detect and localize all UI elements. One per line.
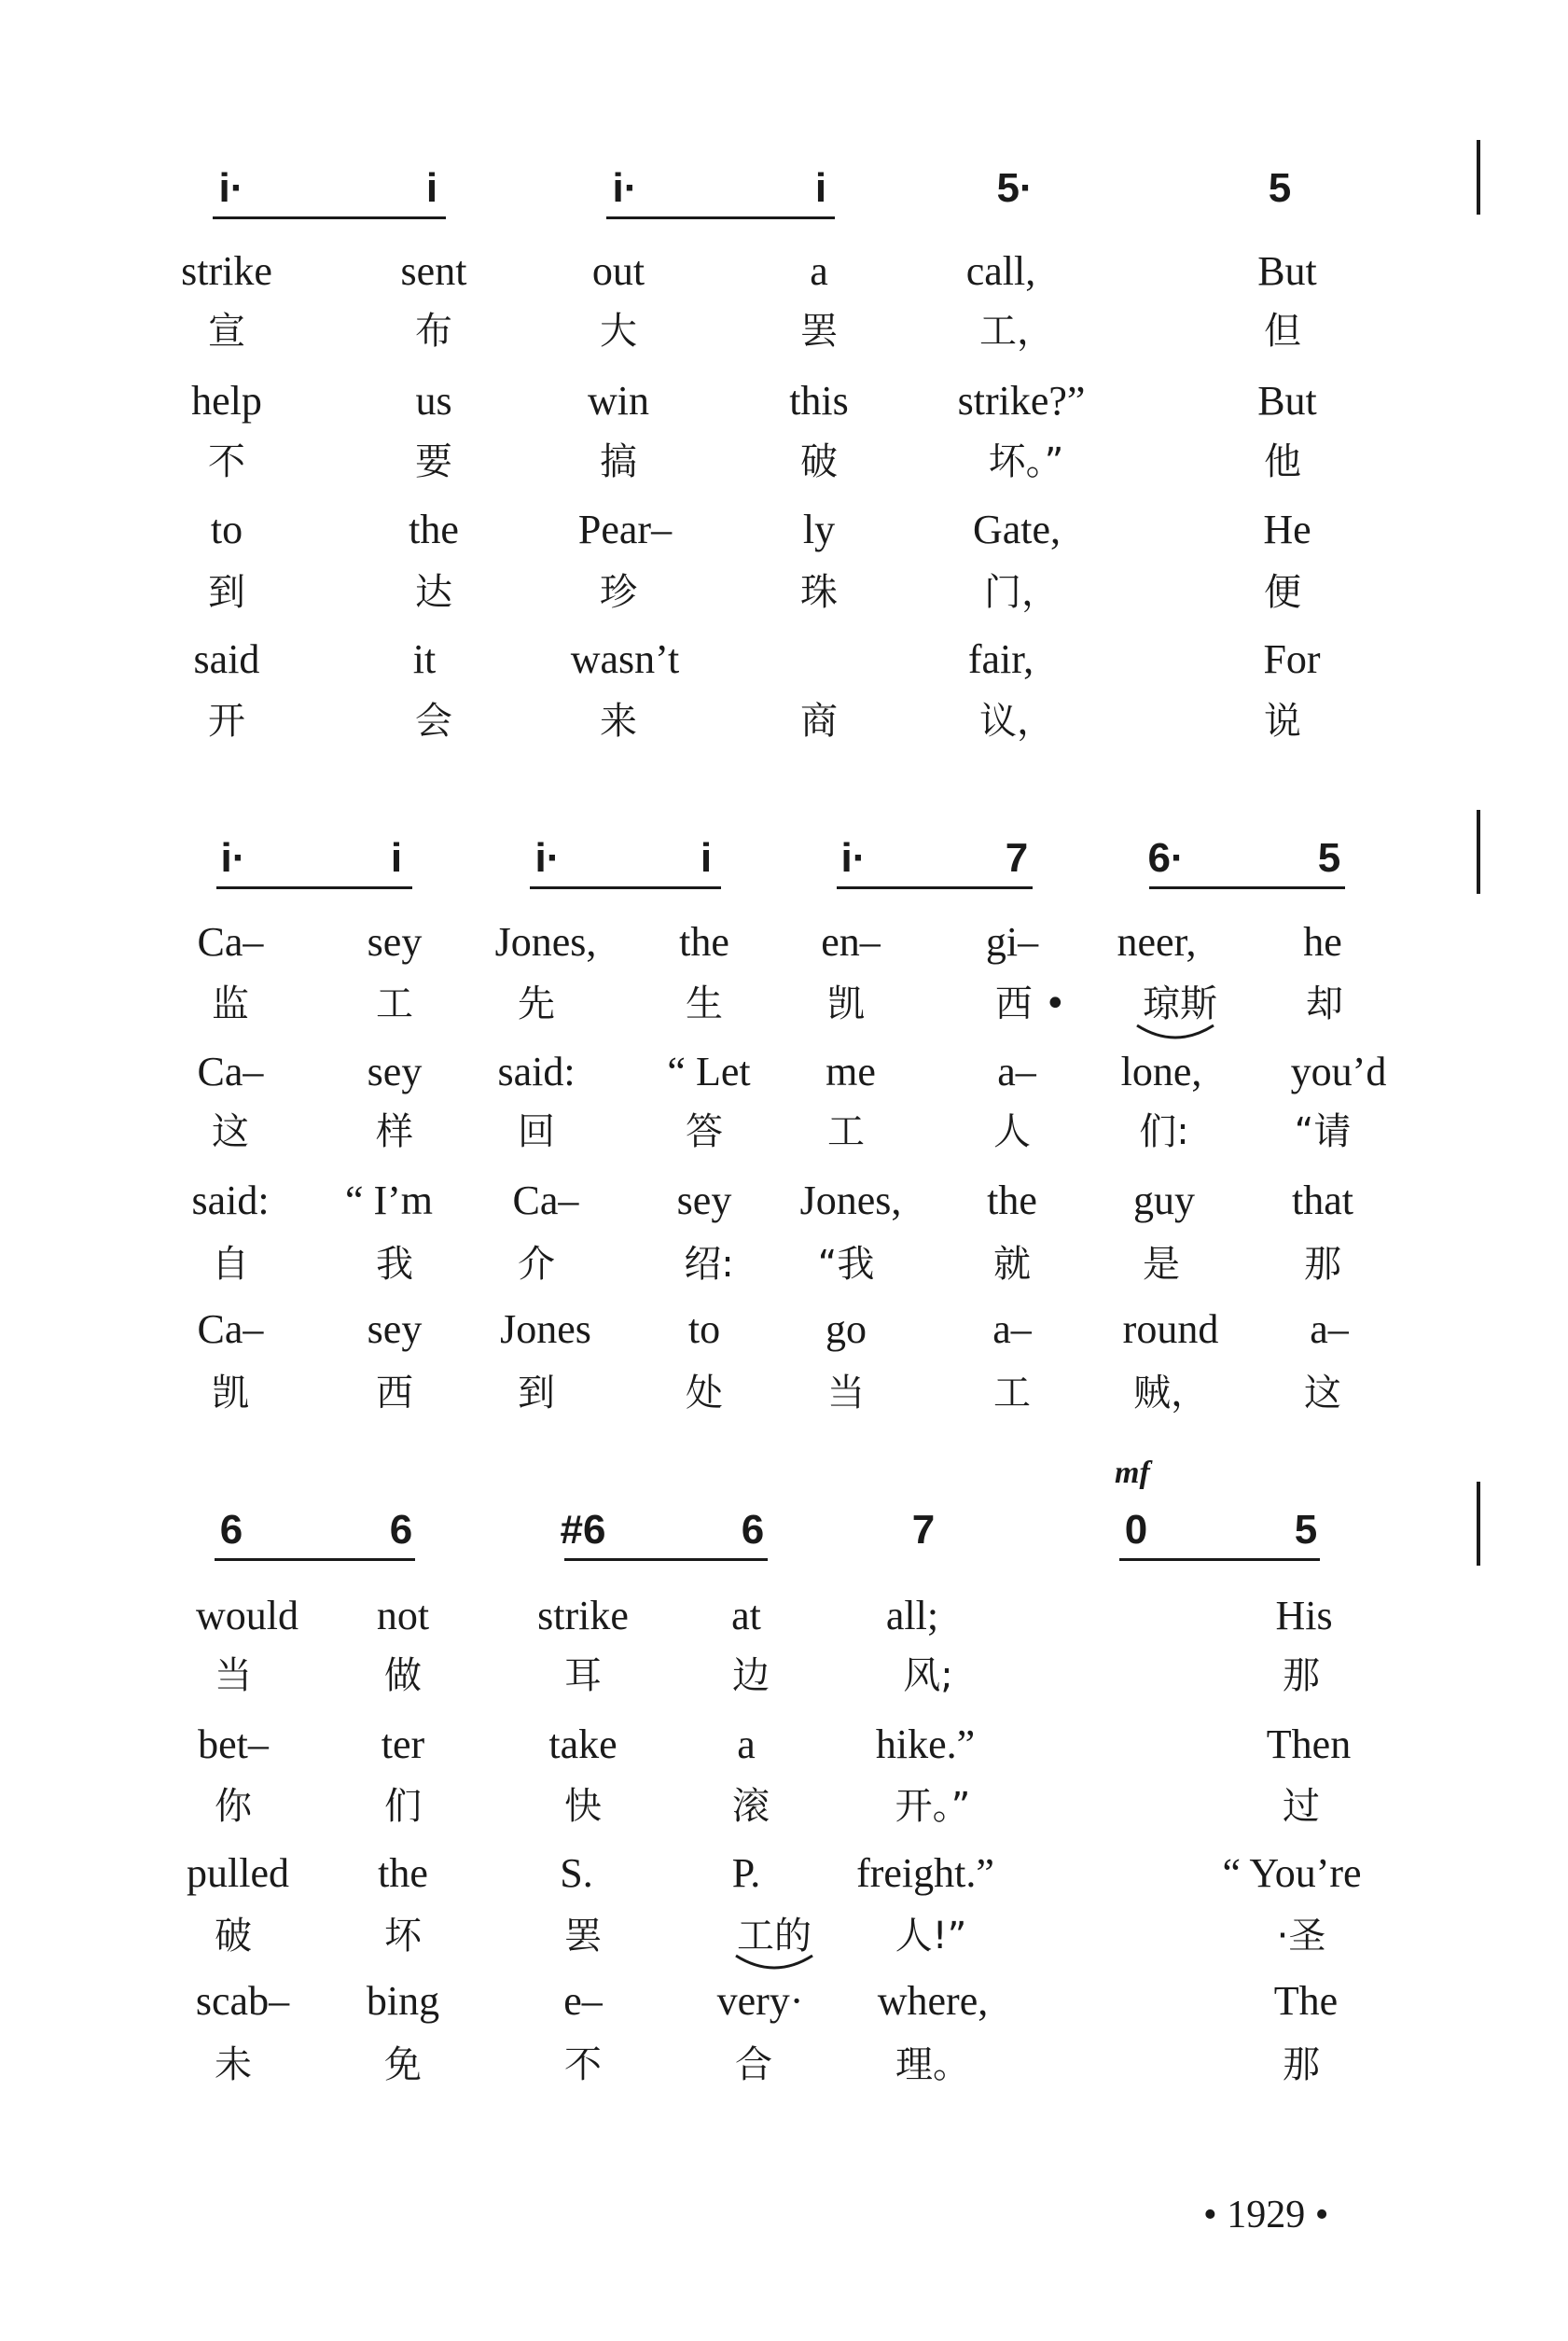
note: i·: [612, 165, 638, 211]
lyric-zh: 西 •: [994, 982, 1067, 1025]
lyric-zh: 会: [415, 700, 452, 743]
note: 6: [219, 1507, 243, 1553]
dynamic-marking: mf: [1115, 1456, 1150, 1490]
lyric-zh: 我: [376, 1243, 413, 1286]
lyric-en: call,: [965, 248, 1036, 294]
lyric-zh: 绍:: [684, 1243, 734, 1286]
lyric-en: a–: [997, 1049, 1036, 1094]
lyric-zh: 监: [212, 982, 249, 1025]
lyric-en: said:: [497, 1049, 576, 1094]
lyric-en: said:: [191, 1177, 270, 1223]
lyric-zh: 来: [600, 700, 637, 743]
lyric-zh: 凯: [212, 1372, 249, 1414]
lyric-zh: 滚: [732, 1785, 770, 1828]
lyric-zh: 不: [208, 440, 245, 483]
note: i·: [840, 835, 867, 881]
lyric-en: the: [679, 919, 729, 965]
lyric-en: the: [378, 1850, 428, 1896]
lyric-en: fair,: [967, 636, 1034, 682]
lyric-en: He: [1263, 507, 1311, 552]
lyric-zh: 便: [1264, 571, 1301, 614]
lyric-zh: 罢: [564, 1915, 602, 1958]
note: 6: [741, 1507, 765, 1553]
lyric-zh: 就: [993, 1243, 1031, 1286]
note: i: [425, 165, 438, 211]
lyric-en: strike: [537, 1593, 629, 1638]
lyric-zh: 当: [215, 1654, 252, 1697]
note: 5·: [996, 165, 1034, 211]
note: i: [390, 835, 403, 881]
lyric-en: But: [1257, 248, 1317, 294]
note: 6·: [1147, 835, 1185, 881]
lyric-zh: 工: [376, 982, 413, 1025]
lyric-zh: 布: [415, 310, 452, 353]
lyric-en: all;: [885, 1593, 939, 1638]
lyric-zh: 介: [518, 1243, 555, 1286]
note: 0: [1124, 1507, 1148, 1553]
note: 5: [1294, 1507, 1318, 1553]
lyric-zh: 们:: [1139, 1110, 1189, 1153]
lyric-en: this: [789, 378, 849, 424]
beat-underline: [215, 1558, 415, 1561]
lyric-zh: 工的: [737, 1915, 812, 1958]
lyric-zh: 坏: [384, 1915, 422, 1958]
lyric-zh: 到: [518, 1372, 555, 1414]
lyric-en: freight.”: [856, 1850, 994, 1896]
lyric-en: Ca–: [197, 1049, 264, 1094]
lyric-zh: 珍: [600, 571, 637, 614]
lyric-zh: 答: [686, 1110, 723, 1153]
beat-underline: [1149, 886, 1345, 889]
lyric-zh: 人: [993, 1110, 1031, 1153]
lyric-zh: 快: [564, 1785, 602, 1828]
lyric-en: “ You’re: [1222, 1850, 1362, 1896]
lyric-zh: 珠: [800, 571, 838, 614]
lyric-en: gi–: [985, 919, 1039, 965]
barline: [1477, 810, 1480, 894]
lyric-en: sey: [367, 1306, 423, 1352]
lyric-zh: 琼斯: [1143, 982, 1217, 1025]
lyric-zh: 们: [384, 1785, 422, 1828]
lyric-en: pulled: [187, 1850, 289, 1896]
lyric-zh: 要: [415, 440, 452, 483]
beat-underline: [530, 886, 721, 889]
lyric-zh: 生: [686, 982, 723, 1025]
lyric-en: go: [826, 1306, 867, 1352]
lyric-en: a–: [1310, 1306, 1349, 1352]
beat-underline: [1119, 1558, 1320, 1561]
lyric-en: you’d: [1290, 1049, 1387, 1094]
lyric-en: S.: [560, 1850, 593, 1896]
lyric-zh: 你: [215, 1785, 252, 1828]
lyric-zh: 工，: [979, 310, 1054, 353]
lyric-en: Jones: [500, 1306, 591, 1352]
lyric-en: said: [193, 636, 260, 682]
lyric-en: Jones,: [799, 1177, 902, 1223]
lyric-zh: 自: [212, 1243, 249, 1286]
lyric-en: that: [1292, 1177, 1353, 1223]
lyric-en: it: [412, 636, 437, 682]
lyric-en: the: [409, 507, 459, 552]
lyric-zh: 合: [735, 2043, 772, 2086]
lyric-en: P.: [731, 1850, 761, 1896]
lyric-en: sey: [676, 1177, 732, 1223]
lyric-zh: 免: [384, 2043, 422, 2086]
lyric-en: e–: [563, 1978, 603, 2024]
lyric-en: where,: [877, 1978, 989, 2024]
lyric-en: en–: [821, 919, 881, 965]
note: 7: [1005, 835, 1029, 881]
lyric-en: a–: [992, 1306, 1032, 1352]
lyric-en: not: [376, 1593, 430, 1638]
lyric-en: a: [737, 1721, 756, 1767]
lyric-zh: 搞: [600, 440, 637, 483]
lyric-en: But: [1257, 378, 1317, 424]
lyric-en: ter: [381, 1721, 425, 1767]
lyric-en: His: [1275, 1593, 1333, 1638]
slur-tie-icon: [732, 1952, 816, 1974]
beat-underline: [213, 216, 446, 219]
lyric-en: “ I’m: [344, 1177, 434, 1223]
lyric-en: scab–: [195, 1978, 290, 2024]
lyric-en: Jones,: [494, 919, 597, 965]
lyric-zh: 破: [215, 1915, 252, 1958]
barline: [1477, 1482, 1480, 1566]
lyric-zh: 工: [827, 1110, 865, 1153]
lyric-en: Ca–: [512, 1177, 579, 1223]
lyric-zh: “我: [817, 1243, 875, 1286]
lyric-en: strike: [181, 248, 272, 294]
lyric-en: Gate,: [972, 507, 1062, 552]
lyric-zh: 说: [1264, 700, 1301, 743]
lyric-en: “ Let: [667, 1049, 751, 1094]
lyric-zh: 工: [993, 1372, 1031, 1414]
lyric-en: out: [591, 248, 645, 294]
lyric-zh: 未: [215, 2043, 252, 2086]
note: 7: [911, 1507, 936, 1553]
lyric-en: bet–: [198, 1721, 269, 1767]
lyric-en: For: [1263, 636, 1321, 682]
lyric-zh: 当: [827, 1372, 865, 1414]
lyric-zh: ·圣: [1276, 1915, 1326, 1958]
note: i: [700, 835, 713, 881]
lyric-zh: “请: [1294, 1110, 1352, 1153]
lyric-en: to: [210, 507, 243, 552]
lyric-zh: 大: [600, 310, 637, 353]
lyric-zh: 过: [1283, 1785, 1320, 1828]
note: i·: [534, 835, 561, 881]
lyric-en: lone,: [1120, 1049, 1202, 1094]
lyric-en: strike?”: [957, 378, 1086, 424]
lyric-en: neer,: [1117, 919, 1197, 965]
lyric-zh: 耳: [564, 1654, 602, 1697]
lyric-zh: 那: [1304, 1243, 1341, 1286]
lyric-zh: 他: [1264, 440, 1301, 483]
lyric-en: he: [1303, 919, 1342, 965]
note: 5: [1317, 835, 1341, 881]
lyric-en: me: [826, 1049, 876, 1094]
lyric-zh: 达: [415, 571, 452, 614]
lyric-en: us: [415, 378, 452, 424]
lyric-zh: 贼，: [1133, 1372, 1208, 1414]
lyric-en: The: [1273, 1978, 1339, 2024]
lyric-zh: 门，: [984, 571, 1059, 614]
lyric-zh: 风;: [903, 1654, 953, 1697]
lyric-zh: 开。”: [895, 1785, 971, 1828]
lyric-zh: 是: [1143, 1243, 1180, 1286]
lyric-zh: 人!”: [895, 1915, 967, 1958]
lyric-en: Pear–: [577, 507, 673, 552]
lyric-en: Then: [1266, 1721, 1352, 1767]
lyric-en: win: [588, 378, 649, 424]
lyric-zh: 这: [1304, 1372, 1341, 1414]
lyric-en: hike.”: [875, 1721, 976, 1767]
lyric-zh: 却: [1306, 982, 1343, 1025]
lyric-zh: 凯: [827, 982, 865, 1025]
note: i·: [220, 835, 246, 881]
lyric-en: would: [196, 1593, 298, 1638]
lyric-zh: 到: [208, 571, 245, 614]
lyric-en: a: [810, 248, 828, 294]
lyric-en: bing: [366, 1978, 440, 2024]
lyric-zh: 但: [1264, 310, 1301, 353]
lyric-zh: 开: [208, 700, 245, 743]
lyric-zh: 破: [800, 440, 838, 483]
lyric-zh: 理。: [895, 2043, 970, 2086]
note: i: [814, 165, 827, 211]
lyric-zh: 边: [732, 1654, 770, 1697]
beat-underline: [216, 886, 412, 889]
lyric-en: wasn’t: [570, 636, 680, 682]
lyric-zh: 不: [564, 2043, 602, 2086]
lyric-zh: 坏。”: [988, 440, 1064, 483]
lyric-zh: 这: [212, 1110, 249, 1153]
page-number: • 1929 •: [1203, 2194, 1329, 2236]
lyric-en: at: [731, 1593, 761, 1638]
note: 6: [389, 1507, 413, 1553]
lyric-en: help: [191, 378, 262, 424]
lyric-en: very·: [716, 1978, 804, 2024]
lyric-zh: 那: [1283, 1654, 1320, 1697]
lyric-en: sey: [367, 919, 423, 965]
lyric-en: round: [1122, 1306, 1219, 1352]
lyric-zh: 罢: [800, 310, 838, 353]
lyric-zh: 西: [376, 1372, 413, 1414]
slur-tie-icon: [1133, 1022, 1217, 1044]
lyric-zh: 回: [518, 1110, 555, 1153]
lyric-zh: 做: [384, 1654, 422, 1697]
lyric-en: Ca–: [197, 1306, 264, 1352]
lyric-en: to: [687, 1306, 721, 1352]
lyric-en: sey: [367, 1049, 423, 1094]
lyric-en: guy: [1133, 1177, 1195, 1223]
lyric-zh: 商: [800, 700, 838, 743]
beat-underline: [564, 1558, 768, 1561]
lyric-zh: 处: [686, 1372, 723, 1414]
beat-underline: [606, 216, 835, 219]
lyric-zh: 宣: [208, 310, 245, 353]
lyric-en: Ca–: [197, 919, 264, 965]
lyric-en: sent: [400, 248, 467, 294]
lyric-zh: 议，: [979, 700, 1054, 743]
note: 5: [1268, 165, 1292, 211]
lyric-en: the: [987, 1177, 1037, 1223]
note: i·: [218, 165, 244, 211]
note: #6: [560, 1507, 606, 1553]
beat-underline: [837, 886, 1033, 889]
lyric-zh: 样: [376, 1110, 413, 1153]
lyric-en: take: [548, 1721, 617, 1767]
lyric-zh: 那: [1283, 2043, 1320, 2086]
barline: [1477, 140, 1480, 215]
lyric-zh: 先: [518, 982, 555, 1025]
lyric-en: ly: [802, 507, 836, 552]
